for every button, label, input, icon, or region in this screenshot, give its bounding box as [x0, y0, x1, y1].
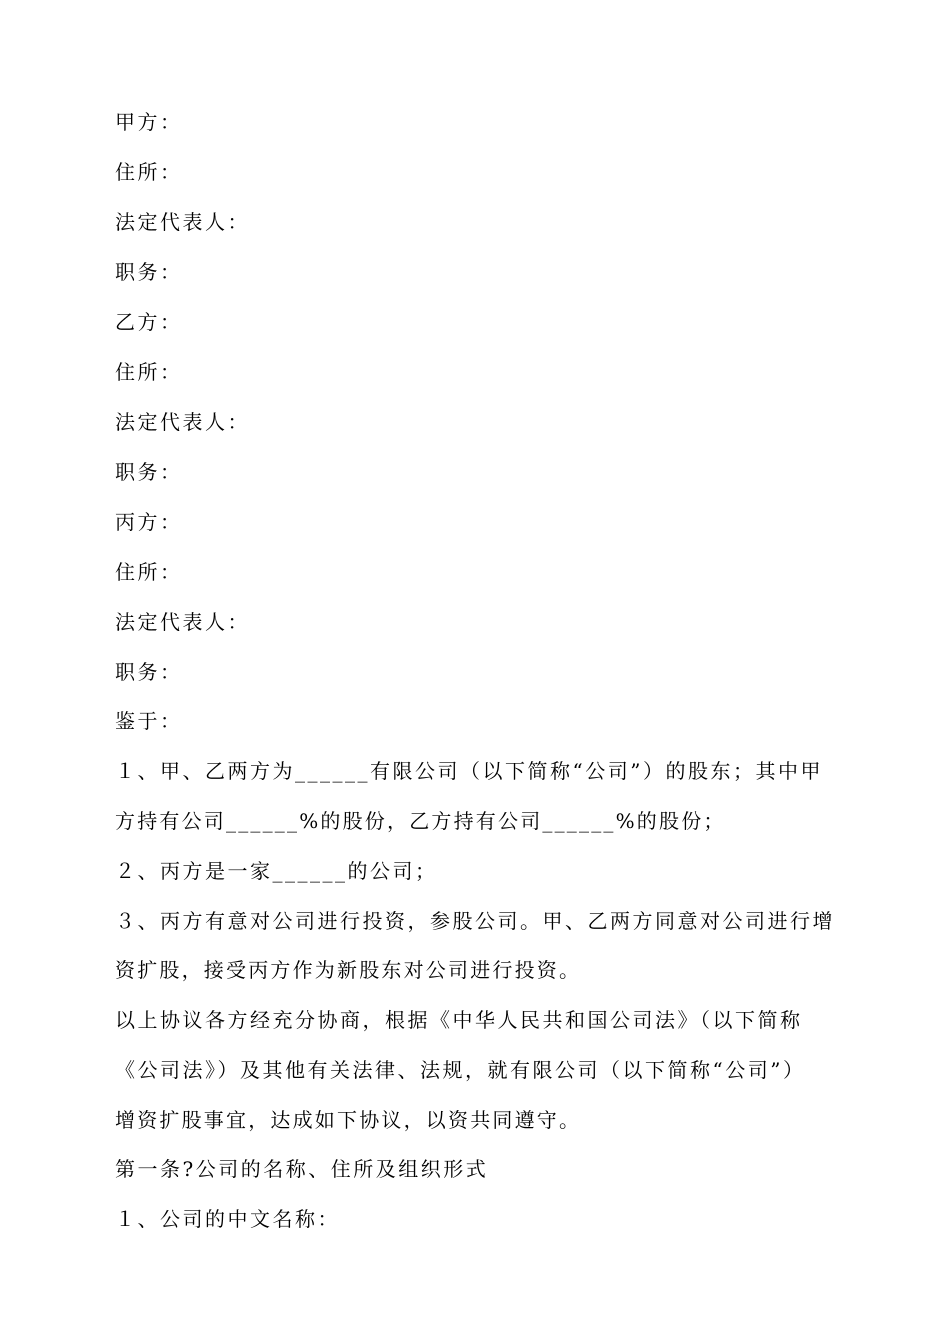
whereas-item-3-line-1: ３、丙方有意对公司进行投资，参股公司。甲、乙两方同意对公司进行增	[115, 909, 835, 933]
article-1-title: 第一条?公司的名称、住所及组织形式	[115, 1157, 489, 1181]
party-c-label: 丙方：	[115, 510, 183, 534]
whereas-item-3-line-2: 资扩股，接受丙方作为新股东对公司进行投资。	[115, 958, 582, 982]
party-b-position-label: 职务：	[115, 460, 183, 484]
article-1-item-1: １、公司的中文名称：	[115, 1207, 340, 1231]
whereas-item-1-line-2: 方持有公司______%的股份，乙方持有公司______%的股份；	[115, 809, 726, 833]
party-b-legal-rep-label: 法定代表人：	[115, 410, 250, 434]
party-a-legal-rep-label: 法定代表人：	[115, 210, 250, 234]
whereas-item-1-line-1: １、甲、乙两方为______有限公司（以下简称“公司”）的股东；其中甲	[115, 759, 823, 783]
intro-paragraph-line-1: 以上协议各方经充分协商，根据《中华人民共和国公司法》（以下简称	[115, 1008, 803, 1032]
party-a-position-label: 职务：	[115, 260, 183, 284]
intro-paragraph-line-2: 《公司法》）及其他有关法律、法规，就有限公司（以下简称“公司”）	[115, 1058, 806, 1082]
party-c-legal-rep-label: 法定代表人：	[115, 610, 250, 634]
intro-paragraph-line-3: 增资扩股事宜，达成如下协议，以资共同遵守。	[115, 1108, 582, 1132]
party-a-address-label: 住所：	[115, 160, 183, 184]
party-c-address-label: 住所：	[115, 560, 183, 584]
whereas-item-2: ２、丙方是一家______的公司；	[115, 859, 438, 883]
party-b-label: 乙方：	[115, 310, 183, 334]
party-b-address-label: 住所：	[115, 360, 183, 384]
party-c-position-label: 职务：	[115, 660, 183, 684]
party-a-label: 甲方：	[115, 110, 183, 134]
whereas-heading: 鉴于：	[115, 709, 183, 733]
